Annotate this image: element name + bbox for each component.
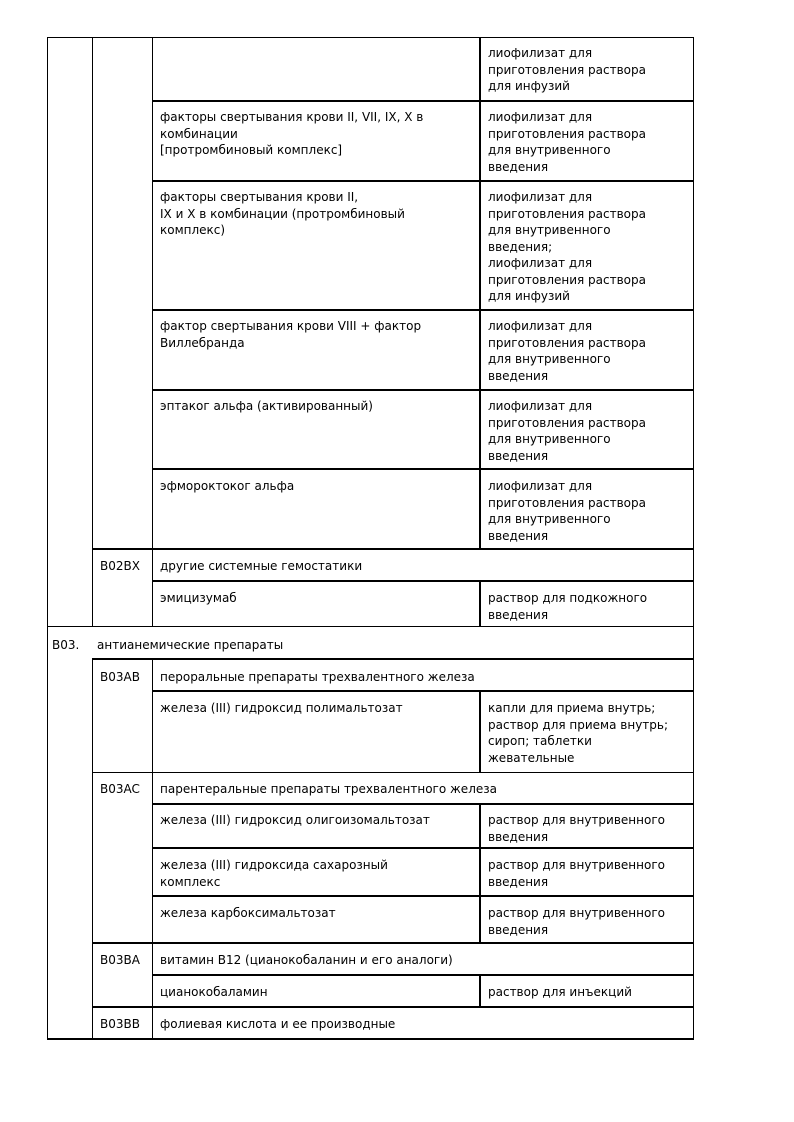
- grid-line: [152, 468, 694, 470]
- drug-name-cell: цианокобаламин: [160, 985, 268, 999]
- grid-line: [152, 580, 694, 582]
- grid-line: [92, 658, 694, 660]
- atc-code-cell: B03BA: [100, 953, 140, 967]
- grid-line: [47, 37, 694, 38]
- dosage-form-cell: лиофилизат для приготовления раствора для внутривенного введения: [488, 399, 646, 463]
- dosage-form-cell: лиофилизат для приготовления раствора для внутривенного введения: [488, 479, 646, 543]
- grid-line: [152, 100, 694, 102]
- grid-line: [92, 658, 93, 1040]
- atc-code-cell: B03BB: [100, 1017, 140, 1031]
- dosage-form-cell: лиофилизат для приготовления раствора для внутривенного введения; лиофилизат для приготовления раствора для инфузий: [488, 190, 646, 303]
- grid-line: [92, 772, 694, 773]
- drug-name-cell: эфмороктоког альфа: [160, 479, 295, 493]
- grid-line: [152, 803, 694, 805]
- grid-line: [47, 37, 48, 1040]
- group-name-cell: антианемические препараты: [97, 638, 284, 652]
- atc-code-cell: B02BX: [100, 559, 140, 573]
- dosage-form-cell: раствор для инъекций: [488, 985, 632, 999]
- dosage-form-cell: раствор для подкожного введения: [488, 591, 648, 622]
- drug-name-cell: эптаког альфа (активированный): [160, 399, 373, 413]
- grid-line: [92, 548, 694, 550]
- grid-line: [152, 389, 694, 391]
- grid-line: [152, 847, 694, 849]
- dosage-form-cell: раствор для внутривенного введения: [488, 858, 665, 889]
- grid-line: [47, 1038, 694, 1040]
- dosage-form-cell: лиофилизат для приготовления раствора для внутривенного введения: [488, 110, 646, 174]
- atc-code-cell: B03AC: [100, 782, 140, 796]
- group-name-cell: парентеральные препараты трехвалентного железа: [160, 782, 497, 796]
- atc-code-cell: B03.: [52, 638, 80, 652]
- drug-name-cell: факторы свертывания крови II, IX и X в комбинации (протромбиновый комплекс): [160, 190, 405, 237]
- group-name-cell: витамин B12 (цианокобаланин и его аналоги): [160, 953, 453, 967]
- grid-line: [92, 942, 694, 944]
- grid-line: [92, 1006, 694, 1008]
- grid-line: [92, 37, 93, 627]
- grid-line: [152, 974, 694, 976]
- group-name-cell: другие системные гемостатики: [160, 559, 363, 573]
- dosage-form-cell: лиофилизат для приготовления раствора для внутривенного введения: [488, 319, 646, 383]
- atc-code-cell: B03AB: [100, 670, 140, 684]
- drug-name-cell: железа карбоксимальтозат: [160, 906, 336, 920]
- group-name-cell: пероральные препараты трехвалентного железа: [160, 670, 475, 684]
- dosage-form-cell: лиофилизат для приготовления раствора для инфузий: [488, 46, 646, 93]
- drug-name-cell: факторы свертывания крови II, VII, IX, X в комбинации [протромбиновый комплекс]: [160, 110, 424, 157]
- grid-line: [152, 690, 694, 692]
- drug-name-cell: железа (III) гидроксид олигоизомальтозат: [160, 813, 430, 827]
- grid-line: [47, 626, 694, 627]
- drug-name-cell: фактор свертывания крови VIII + фактор Виллебранда: [160, 319, 422, 350]
- grid-line: [152, 180, 694, 182]
- dosage-form-cell: раствор для внутривенного введения: [488, 813, 665, 844]
- grid-line: [152, 895, 694, 897]
- dosage-form-cell: раствор для внутривенного введения: [488, 906, 665, 937]
- grid-line: [152, 309, 694, 311]
- drug-name-cell: железа (III) гидроксид полимальтозат: [160, 701, 403, 715]
- dosage-form-cell: капли для приема внутрь; раствор для приема внутрь; сироп; таблетки жевательные: [488, 701, 669, 765]
- grid-line: [693, 37, 694, 1040]
- drug-name-cell: эмицизумаб: [160, 591, 237, 605]
- drug-name-cell: железа (III) гидроксида сахарозный комплекс: [160, 858, 388, 889]
- group-name-cell: фолиевая кислота и ее производные: [160, 1017, 396, 1031]
